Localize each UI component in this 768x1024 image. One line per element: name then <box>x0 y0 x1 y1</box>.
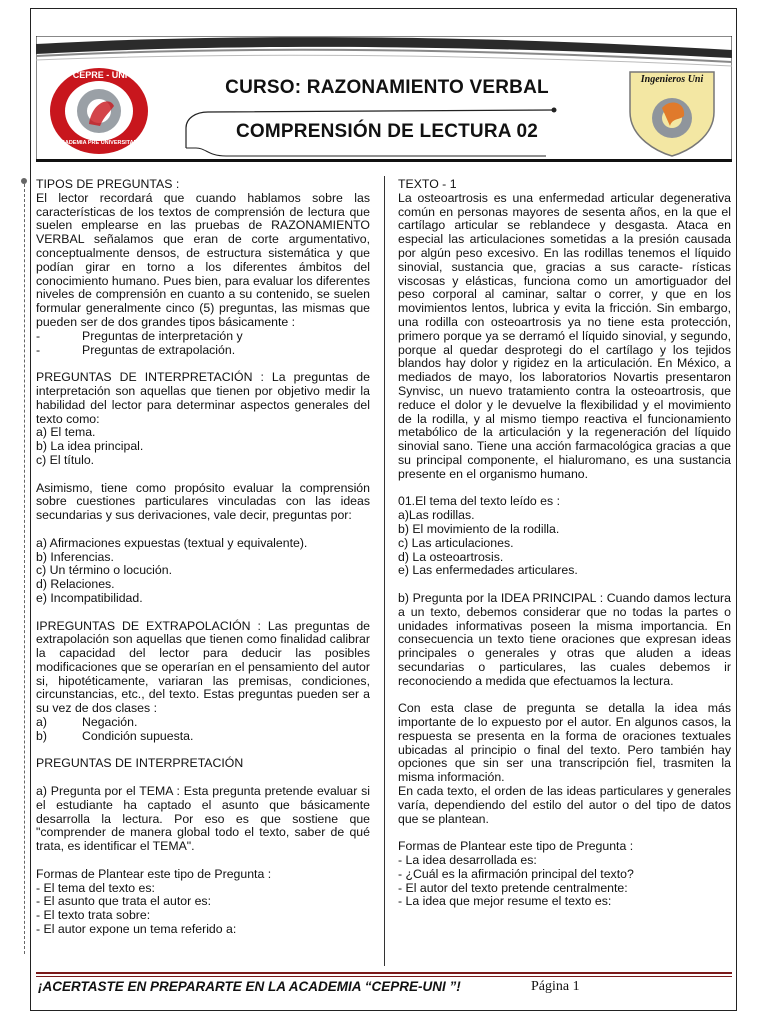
left-column <box>36 178 370 937</box>
text-paragraph: PREGUNTAS DE INTERPRETACIÓN : La preguntas de interpretación son aquellas que tienen por objetivo medir la habilidad del lector para determinar aspectos generales del texto como: <box>36 370 370 426</box>
list-marker: - <box>36 342 41 357</box>
text-paragraph: b) La idea principal. <box>36 439 144 454</box>
text-paragraph: e) Las enfermedades articulares. <box>398 563 578 578</box>
left-logo-bottom-text: ACADEMIA PRE UNIVERSITARIA <box>56 140 144 146</box>
paragraph-gap <box>398 688 731 702</box>
lesson-title: COMPRENSIÓN DE LECTURA 02 <box>236 121 538 142</box>
footer-rule-thin <box>36 976 732 977</box>
list-marker: - <box>36 328 41 343</box>
text-paragraph: 01.El tema del texto leído es : <box>398 494 561 509</box>
list-marker: a) <box>36 715 47 730</box>
text-paragraph: Con esta clase de pregunta se detalla la idea más importante de lo expuesto por el autor. En algunos casos, la respuesta se presenta en la forma de oraciones textuales ubicadas al principio o final del texto. Pero también hay opciones que sin ser una transcripción fiel, trasmiten la misma información. <box>398 701 731 785</box>
right-column <box>398 178 731 909</box>
right-logo-text: Ingenieros Uni <box>640 74 704 85</box>
paragraph-gap <box>36 468 370 482</box>
text-paragraph: La osteoartrosis es una enfermedad articular degenerativa común en personas mayores de sesenta años, en la que el cartílago articular se reblandece y desgasta. Ataca en especial las articulaciones sometidas a la presión causada por algún peso excesivo. En las rodillas tenemos el líquido sinovial, sustancia que, gracias a sus caracte- rísticas viscosas y elásticas, funciona como un amortiguador del peso corporal al caminar, saltar o correr, y que en los movimientos lentos, lubrica y evita la fricción. Sin embargo, una rodilla con osteoartrosis ya no tiene esta protección, primero porque ya se derramó el líquido sinovial, y segundo, porque al quedar desprotegi do el cartílago y los tejidos blandos hay dolor y rigidez en la articulación. En México, a mediados de mayo, los laboratorios Novartis presentaron Synvisc, un nuevo tratamiento contra la osteoartrosis, que reduce el dolor y le devuelve la flexibilidad y el movimiento de la rodilla, y al mismo tiempo reactiva el funcionamiento metabólico de la articulación y la regeneración del líquido sinovial sano. Tiene una acción farmacológica gracias a que su principal componente, el hialuromano, es una sustancia presente en el organismo humano. <box>398 190 731 481</box>
paragraph-gap <box>36 771 370 785</box>
text-paragraph: - La idea desarrollada es: <box>398 853 537 868</box>
list-text: Preguntas de interpretación y <box>82 328 243 343</box>
text-paragraph: d) La osteoartrosis. <box>398 549 504 564</box>
text-paragraph: TEXTO - 1 <box>398 177 457 191</box>
text-paragraph: En cada texto, el orden de las ideas particulares y generales varía, dependiendo del estilo del autor o del tipo de datos que se plantean. <box>398 784 731 826</box>
list-text: Negación. <box>82 715 138 730</box>
text-paragraph: d) Relaciones. <box>36 577 115 592</box>
list-item <box>36 330 370 344</box>
text-paragraph: a)Las rodillas. <box>398 508 475 523</box>
footer-rule <box>36 972 732 974</box>
text-paragraph: - El tema del texto es: <box>36 880 155 895</box>
text-paragraph: - El texto trata sobre: <box>36 908 151 923</box>
text-paragraph: c) Un término o locución. <box>36 563 173 578</box>
footer-slogan: ¡ACERTASTE EN PREPARARTE EN LA ACADEMIA “CEPRE-UNI ”! <box>38 979 461 994</box>
text-paragraph: - El autor expone un tema referido a: <box>36 922 237 937</box>
course-title: CURSO: RAZONAMIENTO VERBAL <box>225 77 549 98</box>
paragraph-gap <box>36 523 370 537</box>
text-paragraph: b) Pregunta por la IDEA PRINCIPAL : Cuando damos lectura a un texto, debemos considerar que no todas la partes o unidades informativas poseen la misma importancia. En consecuencia un texto tiene oraciones que expresan ideas principales o generales y otras que aluden a ideas secundarias o particulares, las cuales debemos ir reconociendo a medida que efectuamos la lectura. <box>398 590 731 688</box>
text-paragraph: IPREGUNTAS DE EXTRAPOLACIÓN : Las preguntas de extrapolación son aquellas que tienen como finalidad calibrar la capacidad del lector para deducir las posibles modificaciones que se operarían en el pensamiento del autor si, hipotéticamente, variaran las premisas, condiciones, circunstancias, etc., del texto. Estas preguntas pueden ser a su vez de dos clases : <box>36 618 370 716</box>
list-text: Preguntas de extrapolación. <box>82 342 236 357</box>
text-paragraph: - La idea que mejor resume el texto es: <box>398 894 612 909</box>
text-paragraph: El lector recordará que cuando hablamos sobre las características de los textos de comprensión de lectura que suelen emplearse en las pruebas de RAZONAMIENTO VERBAL señalamos que eran de corte argumentativo, conceptualmente densos, de estructura sistemática y que podían girar en torno a los diferentes ámbitos del conocimiento humano. Pues bien, para evaluar los diferentes niveles de comprensión en cuanto a su contenido, se suelen formular generalmente cinco (5) preguntas, las mismas que pueden ser de dos grandes tipos básicamente : <box>36 190 370 329</box>
text-paragraph: TIPOS DE PREGUNTAS : <box>36 177 180 191</box>
text-paragraph: c) Las articulaciones. <box>398 535 514 550</box>
text-paragraph: - El autor del texto pretende centralmente: <box>398 880 628 895</box>
text-paragraph: b) Inferencias. <box>36 549 114 564</box>
column-divider <box>384 176 385 966</box>
text-paragraph: a) Pregunta por el TEMA : Esta pregunta pretende evaluar si el estudiante ha captado el asunto que básicamente desarrolla la lectura. Por eso es que sostiene que "comprender de manera global todo el texto, saber de qué trata, es identificar el TEMA". <box>36 784 370 854</box>
paragraph-gap <box>398 578 731 592</box>
text-paragraph: Formas de Plantear este tipo de Pregunta : <box>398 839 634 854</box>
paragraph-gap <box>398 826 731 840</box>
left-logo-top-text: CEPRE - UNI <box>72 70 128 80</box>
margin-dashed-line <box>24 184 25 954</box>
list-text: Condición supuesta. <box>82 728 194 743</box>
paragraph-gap <box>36 854 370 868</box>
list-item <box>36 344 370 358</box>
list-marker: b) <box>36 728 47 743</box>
list-item <box>36 716 370 730</box>
text-paragraph: - ¿Cuál es la afirmación principal del texto? <box>398 866 634 881</box>
text-paragraph: Asimismo, tiene como propósito evaluar la comprensión sobre cuestiones particulares vinculadas con las ideas secundarias y sus derivaciones, vale decir, preguntas por: <box>36 480 370 523</box>
paragraph-gap <box>398 482 731 496</box>
text-paragraph: b) El movimiento de la rodilla. <box>398 521 560 536</box>
text-paragraph: Formas de Plantear este tipo de Pregunta : <box>36 866 272 881</box>
text-paragraph: a) Afirmaciones expuestas (textual y equivalente). <box>36 535 308 550</box>
page-number: Página 1 <box>531 979 580 994</box>
text-paragraph: PREGUNTAS DE INTERPRETACIÓN <box>36 756 244 771</box>
text-paragraph: a) El tema. <box>36 425 96 440</box>
text-paragraph: e) Incompatibilidad. <box>36 590 143 605</box>
text-paragraph: c) El título. <box>36 452 95 467</box>
paragraph-gap <box>36 606 370 620</box>
text-paragraph: - El asunto que trata el autor es: <box>36 894 211 909</box>
list-item <box>36 730 370 744</box>
